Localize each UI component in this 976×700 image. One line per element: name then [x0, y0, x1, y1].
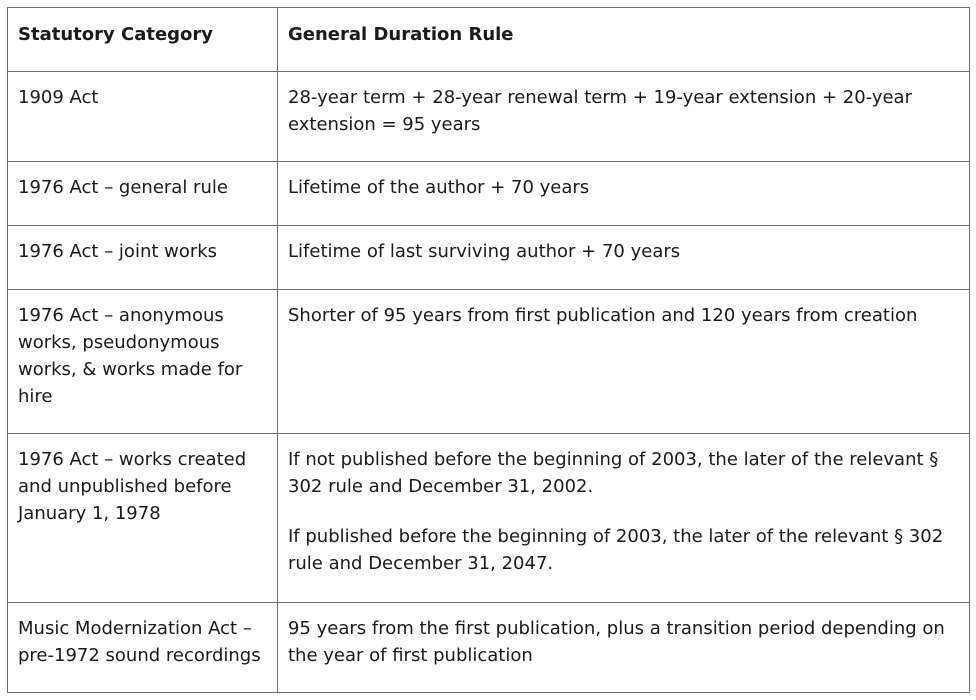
- rule-text: If not published before the beginning of 2003, the later of the relevant § 302 rule and December 31, 2002.: [288, 449, 939, 497]
- rule-text: Lifetime of the author + 70 years: [288, 177, 590, 198]
- rule-text: 28-year term + 28-year renewal term + 19-year extension + 20-year extension = 95 years: [288, 87, 912, 135]
- rule-cell: [278, 162, 970, 226]
- rule-cell: [278, 72, 970, 162]
- category-cell: 1976 Act – anonymous works, pseudonymous works, & works made for hire: [8, 290, 278, 434]
- rule-text: If published before the beginning of 2003, the later of the relevant § 302 rule and December 31, 2047.: [288, 526, 944, 574]
- rule-cell: [278, 290, 970, 434]
- header-general-duration-rule: General Duration Rule: [278, 8, 970, 72]
- copyright-duration-table: [7, 7, 970, 693]
- rule-text: 95 years from the first publication, plus a transition period depending on the year of first publication: [288, 618, 945, 666]
- rule-text: Lifetime of last surviving author + 70 years: [288, 241, 681, 262]
- table-row: [8, 434, 970, 603]
- category-cell: 1909 Act: [8, 72, 278, 162]
- table-row: [8, 72, 970, 162]
- table-row: [8, 162, 970, 226]
- rule-cell: [278, 226, 970, 290]
- rule-text: Shorter of 95 years from first publication and 120 years from creation: [288, 305, 918, 326]
- rule-cell: [278, 603, 970, 693]
- category-cell: 1976 Act – general rule: [8, 162, 278, 226]
- table-row: [8, 226, 970, 290]
- table-header-row: [8, 8, 970, 72]
- category-cell: 1976 Act – joint works: [8, 226, 278, 290]
- table-row: [8, 603, 970, 693]
- category-cell: Music Modernization Act – pre-1972 sound recordings: [8, 603, 278, 693]
- table-row: [8, 290, 970, 434]
- rule-cell: [278, 434, 970, 603]
- header-statutory-category: Statutory Category: [8, 8, 278, 72]
- category-cell: 1976 Act – works created and unpublished before January 1, 1978: [8, 434, 278, 603]
